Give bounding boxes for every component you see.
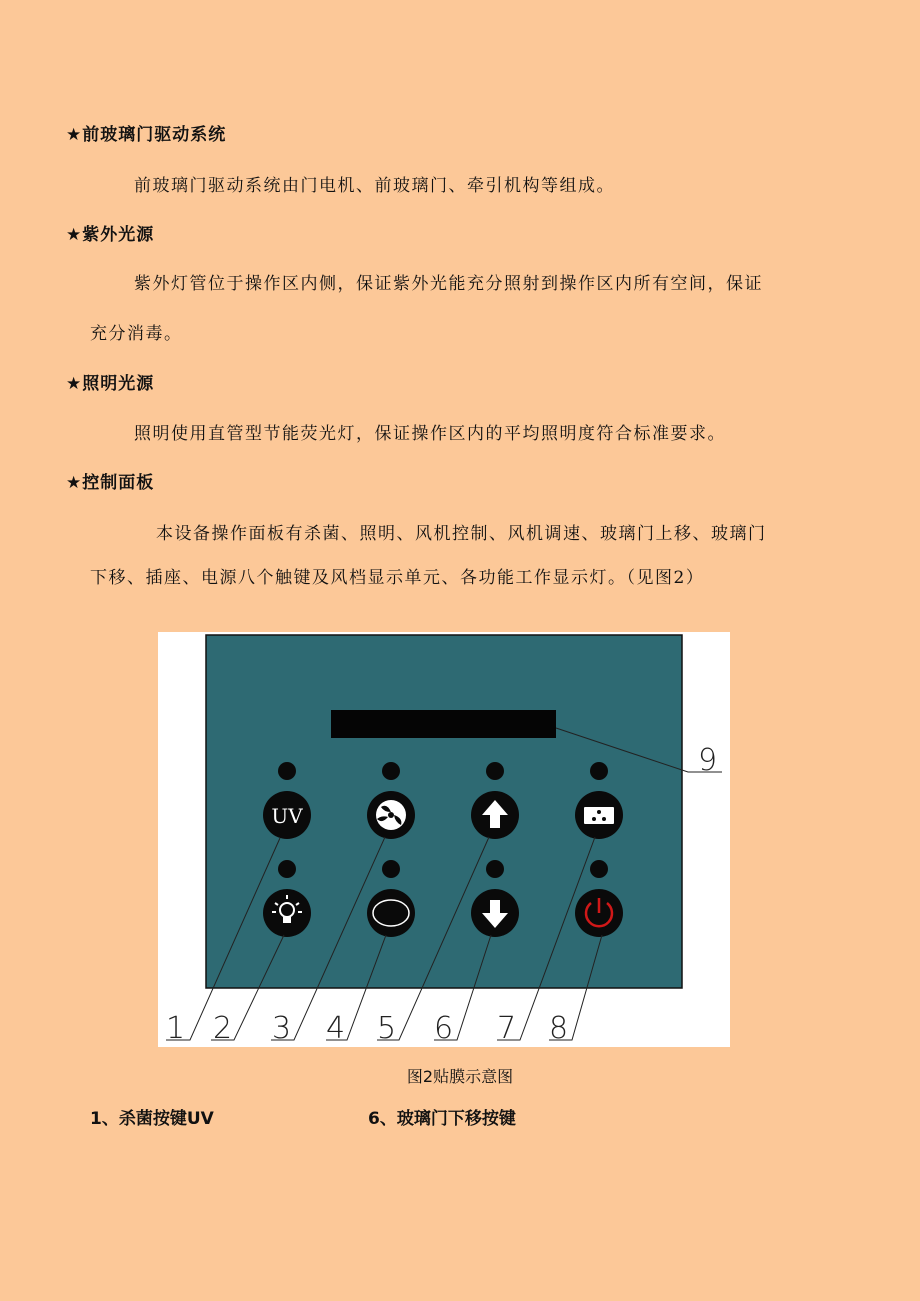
legend-item-1: 1、杀菌按键UV	[90, 1109, 214, 1129]
indicator-led-fan-speed	[382, 860, 400, 878]
uv-button-icon	[263, 791, 311, 839]
indicator-led-socket	[590, 762, 608, 780]
fan-level-display	[331, 710, 556, 738]
heading-control-panel: ★控制面板	[66, 473, 155, 493]
socket-icon	[575, 791, 623, 839]
arrow-up-icon	[471, 791, 519, 839]
indicator-led-power	[590, 860, 608, 878]
legend-item-6: 6、玻璃门下移按键	[368, 1109, 516, 1129]
indicator-led-door-down	[486, 860, 504, 878]
ellipse-icon	[367, 889, 415, 937]
callout-6: 6	[434, 1011, 454, 1046]
callout-1: 1	[166, 1011, 186, 1046]
callout-7: 7	[497, 1011, 517, 1046]
paragraph-uv-line2: 充分消毒。	[90, 324, 183, 344]
callout-8: 8	[549, 1011, 569, 1046]
figure-caption: 图2贴膜示意图	[406, 1067, 514, 1086]
indicator-led-door-up	[486, 762, 504, 780]
callout-9: 9	[698, 743, 718, 778]
control-panel-figure	[158, 632, 730, 1047]
callout-2: 2	[213, 1011, 233, 1046]
indicator-led-uv	[278, 762, 296, 780]
svg-text:UV: UV	[271, 804, 303, 828]
indicator-led-fan	[382, 762, 400, 780]
arrow-down-icon	[471, 889, 519, 937]
heading-door-drive: ★前玻璃门驱动系统	[66, 125, 227, 145]
callout-5: 5	[377, 1011, 397, 1046]
paragraph-uv-line1: 紫外灯管位于操作区内侧，保证紫外光能充分照射到操作区内所有空间，保证	[134, 274, 763, 294]
bulb-icon	[263, 889, 311, 937]
fan-icon	[367, 791, 415, 839]
paragraph-door-drive: 前玻璃门驱动系统由门电机、前玻璃门、牵引机构等组成。	[134, 176, 615, 196]
callout-3: 3	[272, 1011, 292, 1046]
power-icon	[575, 889, 623, 937]
heading-uv-source: ★紫外光源	[66, 225, 155, 245]
paragraph-panel-line1: 本设备操作面板有杀菌、照明、风机控制、风机调速、玻璃门上移、玻璃门	[156, 524, 767, 544]
paragraph-panel-line2: 下移、插座、电源八个触键及风档显示单元、各功能工作显示灯。（见图2）	[90, 568, 705, 588]
heading-lighting: ★照明光源	[66, 374, 155, 394]
callout-4: 4	[326, 1011, 346, 1046]
indicator-led-light	[278, 860, 296, 878]
paragraph-lighting: 照明使用直管型节能荧光灯，保证操作区内的平均照明度符合标准要求。	[134, 424, 726, 444]
